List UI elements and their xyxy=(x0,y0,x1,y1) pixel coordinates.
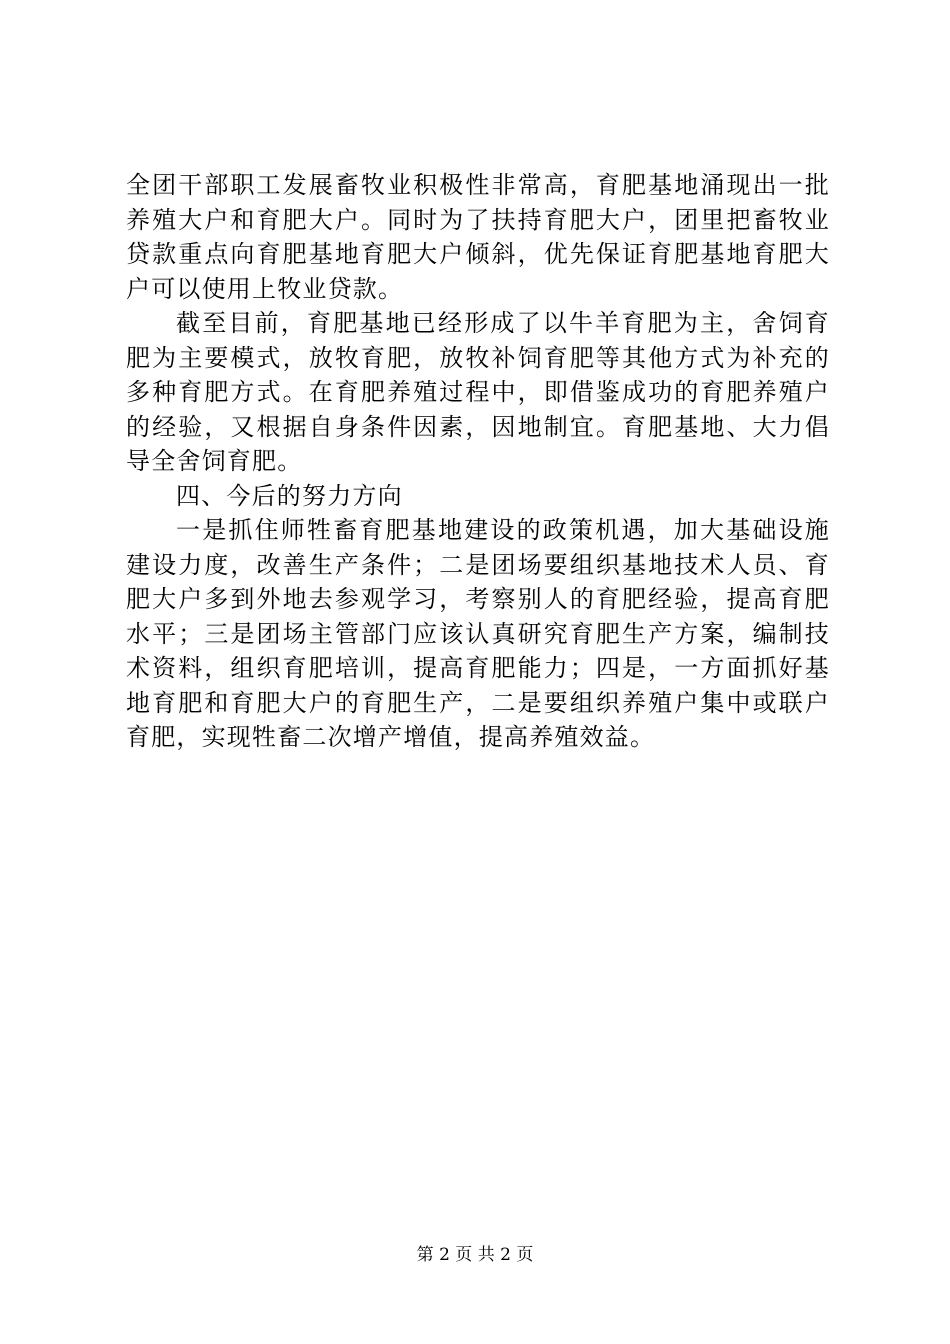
paragraph-1: 全团干部职工发展畜牧业积极性非常高，育肥基地涌现出一批养殖大户和育肥大户。同时为了扶持育肥大户，团里把畜牧业贷款重点向育肥基地育肥大户倾斜，优先保证育肥基地育肥大户可以使用上牧业贷款。 xyxy=(126,171,830,303)
document-body xyxy=(126,168,830,755)
paragraph-2: 截至目前，育肥基地已经形成了以牛羊育肥为主，舍饲育肥为主要模式，放牧育肥，放牧补饲育肥等其他方式为补充的多种育肥方式。在育肥养殖过程中，即借鉴成功的育肥养殖户的经验，又根据自身条件因素，因地制宜。育肥基地、大力倡导全舍饲育肥。 xyxy=(126,309,830,475)
paragraph-3: 一是抓住师牲畜育肥基地建设的政策机遇，加大基础设施建设力度，改善生产条件；二是团场要组织基地技术人员、育肥大户多到外地去参观学习，考察别人的育肥经验，提高育肥水平；三是团场主管部门应该认真研究育肥生产方案，编制技术资料，组织育肥培训，提高育肥能力；四是，一方面抓好基地育肥和育肥大户的育肥生产，二是要组织养殖户集中或联户育肥，实现牲畜二次增产增值，提高养殖效益。 xyxy=(126,516,830,751)
page-footer: 第 2 页 共 2 页 xyxy=(416,1245,534,1265)
section-heading: 四、今后的努力方向 xyxy=(176,481,403,510)
